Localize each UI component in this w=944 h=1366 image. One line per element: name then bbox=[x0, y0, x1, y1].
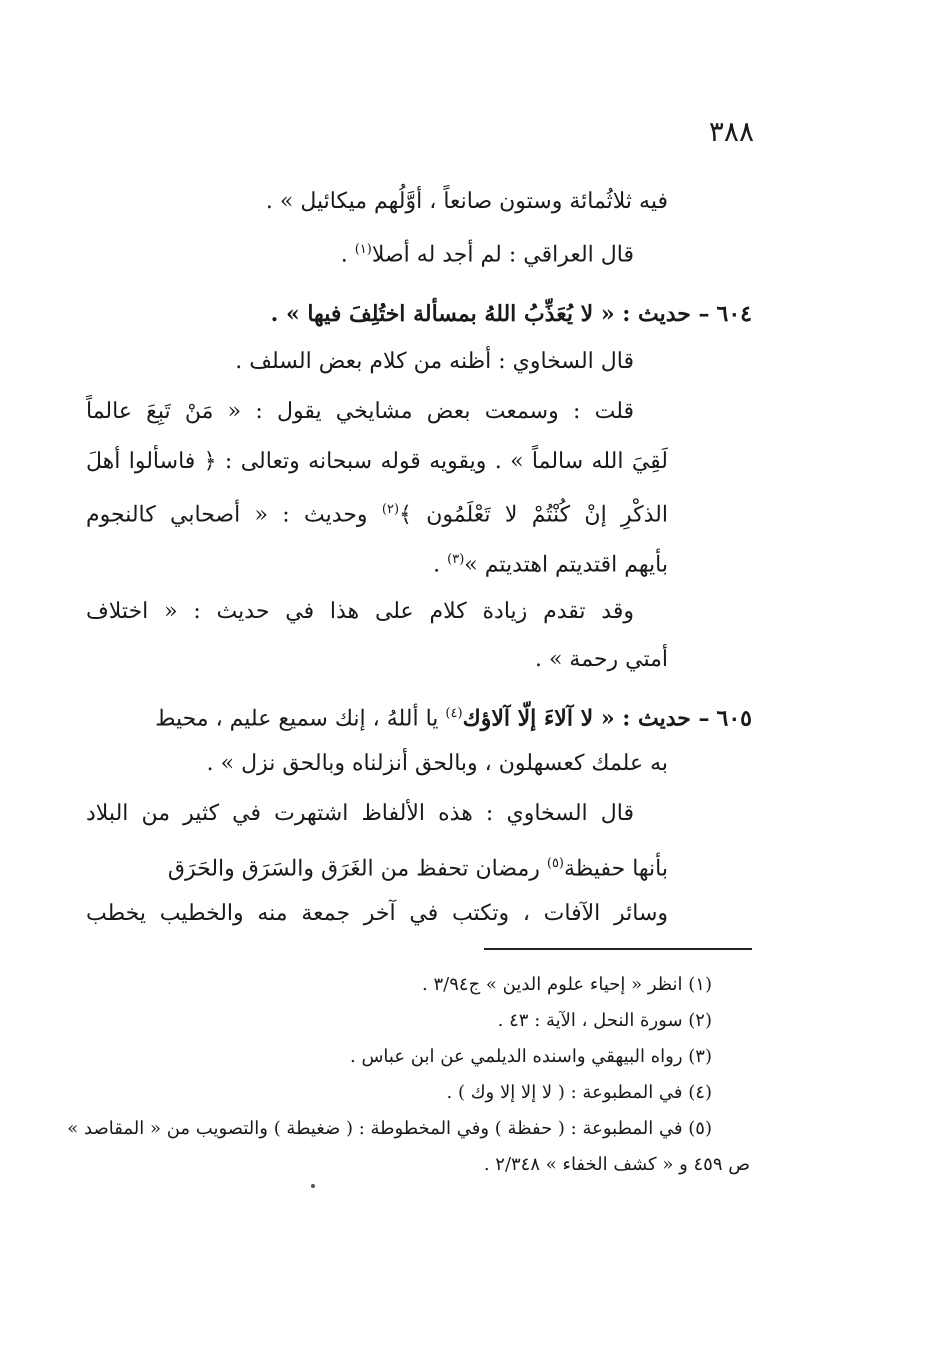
text-line-8: بأيهم اقتديتم اهتديتم »$^{(٣)}$ . bbox=[433, 552, 668, 578]
text-line-4: قال السخاوي : أظنه من كلام بعض السلف . bbox=[235, 349, 634, 374]
quran-quote: الذكْرِ إنْ كُنْتُمْ لا تَعْلَمُون ﴾ bbox=[399, 502, 668, 528]
text-line-7 bbox=[86, 490, 668, 530]
text-line-14-b: رمضان تحفظ من الغَرَق والسَرَق والحَرَق bbox=[167, 856, 540, 882]
hadith-605-cont: يا أللهُ ، إنك سميع عليم ، محيط bbox=[155, 706, 439, 732]
footnote-ref-3: (٣) bbox=[447, 552, 465, 567]
text-line-1: فيه ثلاثُمائة وستون صانعاً ، أوَّلُهم ميكائيل » . bbox=[265, 189, 668, 214]
text-line-15: وسائر الآفات ، وتكتب في آخر جمعة منه والخطيب يخطب bbox=[86, 901, 668, 926]
text-line-8-body: بأيهم اقتديتم اهتديتم » bbox=[464, 552, 668, 578]
text-line-14 bbox=[86, 844, 668, 884]
hadith-number-605: ٦٠٥ bbox=[716, 705, 752, 732]
text-line-5: قلت : وسمعت بعض مشايخي يقول : « مَنْ تَبِعَ عالماً bbox=[86, 399, 634, 424]
footnote-5-cont: ص ٤٥٩ و « كشف الخفاء » ٢/٣٤٨ . bbox=[483, 1154, 750, 1175]
text-line-13: قال السخاوي : هذه الألفاظ اشتهرت في كثير من البلاد bbox=[86, 801, 634, 826]
text-line-2-body: قال العراقي : لم أجد له أصلا bbox=[371, 242, 634, 268]
hadith-605-line bbox=[86, 694, 752, 734]
text-line-14-a: بأنها حفيظة bbox=[564, 856, 668, 882]
page-number: ٣٨٨ bbox=[708, 115, 754, 148]
footnote-3: (٣) رواه البيهقي واسنده الديلمي عن ابن عباس . bbox=[350, 1046, 712, 1067]
hadith-604-line bbox=[271, 294, 752, 334]
footnote-2: (٢) سورة النحل ، الآية : ٤٣ . bbox=[497, 1010, 712, 1031]
text-line-6: لَقِيَ الله سالماً » . ويقويه قوله سبحانه وتعالى : ﴿ فاسألوا أهلَ bbox=[86, 449, 668, 474]
text-line-12: به علمك كعسهلون ، وبالحق أنزلناه وبالحق نزل » . bbox=[206, 751, 668, 776]
text-line-10: أمتي رحمة » . bbox=[534, 647, 668, 672]
hadith-number-604: ٦٠٤ bbox=[716, 301, 752, 327]
footnote-5: (٥) في المطبوعة : ( حفظة ) وفي المخطوطة : ( ضغيطة ) والتصويب من « المقاصد » bbox=[67, 1118, 712, 1139]
text-line-2: قال العراقي : لم أجد له أصلا$^{(١)}$ . bbox=[340, 242, 634, 268]
hadith-companions: وحديث : « أصحابي كالنجوم bbox=[86, 502, 368, 528]
text-line-9: وقد تقدم زيادة كلام على هذا في حديث : « اختلاف bbox=[86, 599, 634, 624]
footnote-ref-2: (٢) bbox=[381, 502, 400, 517]
hadith-605-text: – حديث : « لا آلاءَ إلّا آلاؤك bbox=[462, 705, 710, 732]
footnote-separator bbox=[484, 948, 752, 950]
footnote-4: (٤) في المطبوعة : ( لا إلا إلا وك ) . bbox=[446, 1082, 712, 1103]
footnote-ref-5: (٥) bbox=[546, 856, 564, 871]
hadith-604-text: – حديث : « لا يُعَذِّبُ اللهُ بمسألة اختُلِفَ فيها » . bbox=[270, 301, 710, 327]
footnote-1: (١) انظر « إحياء علوم الدين » ج٣/٩٤ . bbox=[422, 974, 712, 995]
footnote-ref-4: (٤) bbox=[445, 706, 463, 721]
print-speck bbox=[311, 1184, 315, 1188]
footnote-ref-1: (١) bbox=[354, 242, 372, 257]
